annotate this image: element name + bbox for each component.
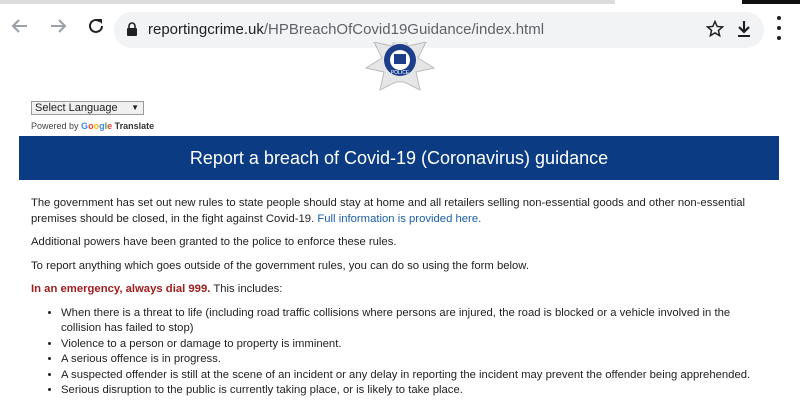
download-icon[interactable] [736,20,752,38]
list-item: • A serious offence is in progress. [61,352,759,368]
forward-button[interactable] [44,12,72,40]
list-item: • Violence to a person or damage to property is imminent. [61,337,759,353]
back-arrow-icon [11,17,29,35]
url-domain: reportingcrime.uk [148,21,264,38]
list-item: • A suspected offender is still at the scene of an incident or any delay in reporting the incident may prevent the offender being apprehended. [61,368,759,384]
intro-text: The government has set out new rules to state people should stay at home and all retailers selling non-essential goods and other non-essential premises should be closed, in the fight against Covid-19. [31,197,746,225]
page-title-banner [19,136,779,180]
powered-by-label: Powered by [31,121,79,131]
language-select-value: Select Language [35,102,118,114]
back-button[interactable] [6,12,34,40]
reload-button[interactable] [82,12,110,40]
url-text [148,21,544,38]
reload-icon [87,17,105,35]
badge-text: POLICE [390,70,410,76]
powered-by-google-translate[interactable] [31,121,154,131]
main-content [31,196,759,399]
list-item: • Serious disruption to the public is currently taking place, or is likely to take place. [61,383,759,399]
full-information-link[interactable]: Full information is provided here. [317,212,482,225]
chevron-down-icon: ▼ [131,103,139,112]
emergency-criteria-list [31,306,759,399]
language-select[interactable] [31,101,144,115]
star-icon[interactable] [706,20,724,38]
intro-paragraph [31,196,759,227]
includes-text: This includes: [210,283,283,295]
emergency-paragraph [31,282,759,298]
powers-paragraph: Additional powers have been granted to the police to enforce these rules. [31,236,397,248]
list-item: • When there is a threat to life (including road traffic collisions where persons are injured, the road is blocked or a vehicle involved in the collision has failed to stop) [61,306,759,337]
lock-icon [126,22,138,37]
police-badge-logo [358,42,442,92]
page-title: Report a breach of Covid-19 (Coronavirus) guidance [189,147,609,168]
emergency-label: In an emergency, always dial 999. [31,283,211,295]
more-vert-icon[interactable] [772,16,786,40]
google-logo: Google [81,121,113,131]
forward-arrow-icon [49,17,67,35]
translate-label: Translate [114,121,155,131]
report-paragraph: To report anything which goes outside of the government rules, you can do so using the form below. [31,259,529,272]
url-path: /HPBreachOfCovid19Guidance/index.html [263,21,545,38]
